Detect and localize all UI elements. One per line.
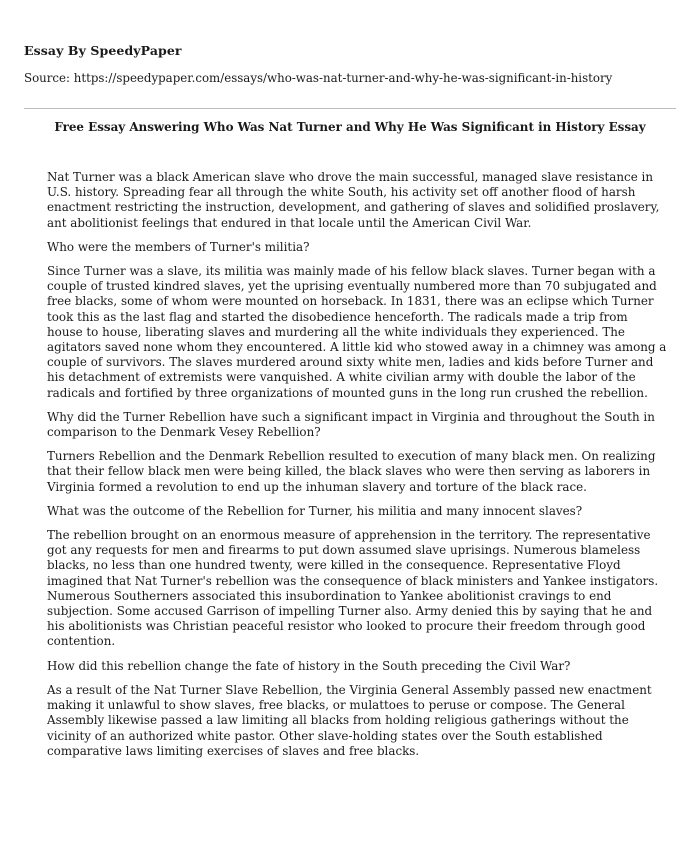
question-history-change: How did this rebellion change the fate of history in the South preceding the Civil War? [47, 658, 571, 673]
paragraph-impact: Turners Rebellion and the Denmark Rebellion resulted to execution of many black men. On realizing that their fellow black men were being killed, the black slaves who were then serving as laborers in Virginia formed a revolution to end up the inhuman slavery and torture of the black race. [47, 449, 656, 494]
site-title: Essay By SpeedyPaper [24, 43, 182, 58]
question-militia-members: Who were the members of Turner's militia? [47, 239, 310, 254]
paragraph-history-change: As a result of the Nat Turner Slave Rebellion, the Virginia General Assembly passed new enactment making it unlawful to show slaves, free blacks, or mulattoes to peruse or compose. The General Assembly likewise passed a law limiting all blacks from holding religious gatherings without the vicinity of an authorized white pastor. Other slave-holding states over the South established comparative laws limiting exercises of slaves and free blacks. [47, 682, 652, 758]
paragraph-militia: Since Turner was a slave, its militia was mainly made of his fellow black slaves. Turner began with a couple of trusted kindred slaves, yet the uprising eventually numbered more than 70 subjugated and free blacks, some of whom were mounted on horseback. In 1831, there was an eclipse which Turner took this as the last flag and started the disobedience henceforth. The radicals made a trip from house to house, liberating slaves and murdering all the white individuals they experienced. The agitators saved none whom they encountered. A little kid who stowed away in a chimney was among a couple of survivors. The slaves murdered around sixty white men, ladies and kids before Turner and his detachment of extremists were vanquished. A white civilian army with double the labor of the radicals and fortified by three organizations of mounted guns in the long run crushed the rebellion. [47, 264, 667, 400]
header-divider [24, 108, 676, 109]
paragraph-intro: Nat Turner was a black American slave who drove the main successful, managed slave resistance in U.S. history. Spreading fear all through the white South, his activity set off another flood of harsh enactment restricting the instruction, development, and gathering of slaves and solidified proslavery, ant abolitionist feelings that endured in that locale until the American Civil War. [47, 170, 660, 230]
document-title: Free Essay Answering Who Was Nat Turner and Why He Was Significant in History Essay [54, 120, 646, 134]
source-line: Source: https://speedypaper.com/essays/who-was-nat-turner-and-why-he-was-significant-in-history [24, 71, 613, 85]
question-outcome: What was the outcome of the Rebellion for Turner, his militia and many innocent slaves? [47, 503, 583, 518]
question-impact: Why did the Turner Rebellion have such a significant impact in Virginia and throughout the South in comparison to the Denmark Vesey Rebellion? [47, 409, 655, 440]
paragraph-outcome: The rebellion brought on an enormous measure of apprehension in the territory. The representative got any requests for men and firearms to put down assumed slave uprisings. Numerous blameless blacks, no less than one hundred twenty, were killed in the consequence. Representative Floyd imagined that Nat Turner's rebellion was the consequence of black ministers and Yankee instigators. Numerous Southerners associated this insubordination to Yankee abolitionist cravings to end subjection. Some accused Garrison of impelling Turner also. Army denied this by saying that he and his abolitionists was Christian peaceful resistor who looked to procure their freedom through good contention. [47, 528, 659, 649]
document-body [47, 170, 667, 768]
